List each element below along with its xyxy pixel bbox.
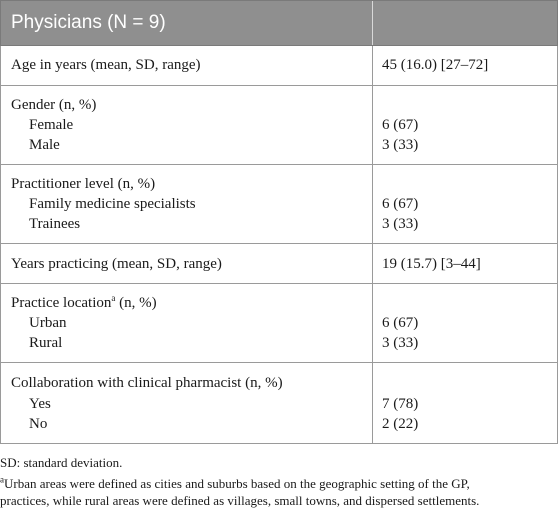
- row-value-cell: [373, 46, 558, 85]
- row-sub-label: Trainees: [29, 216, 81, 232]
- row-value-cell: [373, 244, 558, 283]
- table-row: [0, 165, 558, 244]
- row-sub-label: No: [29, 416, 48, 432]
- row-label-cell: [1, 46, 373, 85]
- row-sub-label: Rural: [29, 335, 63, 351]
- row-sub-label: Yes: [29, 396, 51, 412]
- row-label: Gender (n, %): [11, 97, 97, 113]
- row-sub-label: Family medicine specialists: [29, 196, 196, 212]
- row-label: Practice location$^a$ (n, %): [11, 293, 157, 311]
- table-row: [0, 46, 558, 86]
- table-row: [0, 363, 558, 444]
- row-value: 19 (15.7) [3–44]: [382, 256, 481, 272]
- footnote-a: $^a$Urban areas were defined as cities and suburbs based on the geographic setting of the GP,: [0, 474, 470, 491]
- footnote-sd: SD: standard deviation.: [0, 455, 123, 470]
- row-label-cell: [1, 284, 373, 362]
- row-value-cell: [373, 363, 558, 443]
- row-sub-label: Urban: [29, 315, 67, 331]
- table-row: [0, 86, 558, 165]
- footnote-marker: a: [0, 474, 4, 485]
- table-header: [0, 0, 558, 46]
- row-value: 3 (33): [382, 216, 419, 232]
- row-value-cell: [373, 284, 558, 362]
- row-value: 3 (33): [382, 137, 419, 153]
- row-label: Age in years (mean, SD, range): [11, 57, 201, 73]
- row-label: Collaboration with clinical pharmacist (n, %): [11, 375, 283, 391]
- row-label: Years practicing (mean, SD, range): [11, 256, 222, 272]
- row-value: 3 (33): [382, 335, 419, 351]
- row-value: 6 (67): [382, 196, 419, 212]
- row-value-cell: [373, 86, 558, 164]
- footnote-marker: a: [111, 293, 116, 303]
- row-label-cell: [1, 363, 373, 443]
- row-label-cell: [1, 86, 373, 164]
- row-value: 2 (22): [382, 416, 419, 432]
- row-value: 7 (78): [382, 396, 419, 412]
- table-row: [0, 244, 558, 284]
- row-value: 45 (16.0) [27–72]: [382, 57, 489, 73]
- row-value: 6 (67): [382, 315, 419, 331]
- row-label: Practitioner level (n, %): [11, 176, 156, 192]
- row-label-cell: [1, 165, 373, 243]
- row-value-cell: [373, 165, 558, 243]
- row-label-cell: [1, 244, 373, 283]
- table-row: [0, 284, 558, 363]
- footnote-a-continued: practices, while rural areas were defined as villages, small towns, and dispersed settlements.: [0, 493, 480, 508]
- row-sub-label: Male: [29, 137, 60, 153]
- row-sub-label: Female: [29, 117, 74, 133]
- row-value: 6 (67): [382, 117, 419, 133]
- table-header-title: Physicians (N = 9): [1, 1, 373, 45]
